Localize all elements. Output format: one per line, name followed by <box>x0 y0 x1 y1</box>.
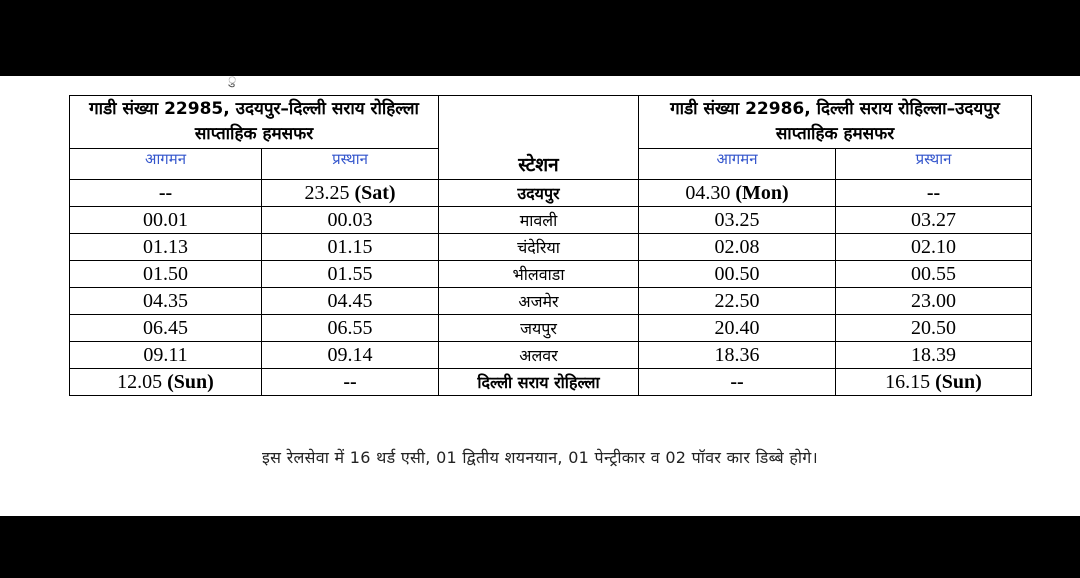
time-value: 12.05 <box>117 370 163 393</box>
time-value: -- <box>926 181 941 204</box>
departure-left-cell <box>262 342 439 369</box>
station-name-cell: अजमेर <box>439 288 639 315</box>
time-value: 02.10 <box>911 235 956 258</box>
departure-right-cell <box>836 207 1032 234</box>
departure-left-cell <box>262 288 439 315</box>
table-row <box>70 342 1032 369</box>
time-value: 06.45 <box>143 316 188 339</box>
departure-left-cell <box>262 315 439 342</box>
departure-right-cell <box>836 261 1032 288</box>
timetable-body <box>70 180 1032 396</box>
departure-right-cell <box>836 369 1032 396</box>
weekday-label: (Sun) <box>935 370 982 393</box>
departure-left-cell <box>262 369 439 396</box>
departure-right-cell <box>836 315 1032 342</box>
time-value: 03.25 <box>714 208 760 231</box>
time-value: 06.55 <box>327 316 373 339</box>
time-value: 18.36 <box>714 343 760 366</box>
time-value: 09.14 <box>327 343 373 366</box>
time-value: -- <box>158 181 173 204</box>
station-name-cell: अलवर <box>439 342 639 369</box>
departure-left-cell <box>262 234 439 261</box>
arrival-left-cell <box>70 234 262 261</box>
departure-left-cell <box>262 261 439 288</box>
time-value: 01.50 <box>143 262 188 285</box>
arrival-left-cell <box>70 369 262 396</box>
time-value: 09.11 <box>143 343 188 366</box>
departure-header-left: प्रस्थान <box>262 149 439 180</box>
station-name-cell: उदयपुर <box>439 180 639 207</box>
arrival-right-cell <box>639 261 836 288</box>
train-22985-title: गाडी संख्या 22985, उदयपुर–दिल्ली सराय रोहिल्ला साप्ताहिक हमसफर <box>70 96 439 149</box>
station-name-cell: मावली <box>439 207 639 234</box>
time-value: 00.50 <box>714 262 760 285</box>
weekday-label: (Sun) <box>167 370 214 393</box>
timetable <box>69 95 1032 396</box>
arrival-right-cell <box>639 369 836 396</box>
cropped-text-fragment: ु <box>228 76 237 88</box>
time-value: 04.30 <box>685 181 731 204</box>
time-value: 23.00 <box>911 289 956 312</box>
station-name-cell: जयपुर <box>439 315 639 342</box>
table-row <box>70 180 1032 207</box>
table-row <box>70 369 1032 396</box>
departure-right-cell <box>836 234 1032 261</box>
time-value: 03.27 <box>911 208 956 231</box>
weekday-label: (Sat) <box>354 181 396 204</box>
time-value: 20.40 <box>714 316 760 339</box>
arrival-right-cell <box>639 234 836 261</box>
arrival-right-cell <box>639 315 836 342</box>
arrival-header-left: आगमन <box>70 149 262 180</box>
arrival-right-cell <box>639 180 836 207</box>
time-value: 01.15 <box>327 235 373 258</box>
table-row <box>70 261 1032 288</box>
time-value: -- <box>343 370 357 393</box>
time-value: 00.03 <box>327 208 373 231</box>
arrival-left-cell <box>70 342 262 369</box>
arrival-left-cell <box>70 180 262 207</box>
time-value: 04.45 <box>327 289 373 312</box>
arrival-left-cell <box>70 315 262 342</box>
time-value: 01.55 <box>327 262 373 285</box>
station-name-cell: चंदेरिया <box>439 234 639 261</box>
weekday-label: (Mon) <box>735 181 789 204</box>
coach-composition-note: इस रेलसेवा में 16 थर्ड एसी, 01 द्वितीय शयनयान, 01 पेन्ट्रीकार व 02 पॉवर कार डिब्बे होगे। <box>262 448 818 467</box>
arrival-left-cell <box>70 288 262 315</box>
time-value: 16.15 <box>885 370 931 393</box>
time-value: 01.13 <box>143 235 188 258</box>
arrival-right-cell <box>639 288 836 315</box>
table-row <box>70 207 1032 234</box>
time-value: 22.50 <box>714 289 760 312</box>
table-row <box>70 288 1032 315</box>
arrival-right-cell <box>639 207 836 234</box>
station-column-header: स्टेशन <box>439 96 639 180</box>
table-row <box>70 234 1032 261</box>
table-row <box>70 315 1032 342</box>
table-header-row <box>70 96 1032 149</box>
time-value: 23.25 <box>304 181 350 204</box>
arrival-header-right: आगमन <box>639 149 836 180</box>
time-value: 02.08 <box>714 235 760 258</box>
time-value: 04.35 <box>143 289 188 312</box>
time-value: 20.50 <box>911 316 956 339</box>
departure-left-cell <box>262 207 439 234</box>
departure-right-cell <box>836 180 1032 207</box>
departure-right-cell <box>836 342 1032 369</box>
arrival-left-cell <box>70 207 262 234</box>
time-value: 18.39 <box>911 343 956 366</box>
train-22986-title: गाडी संख्या 22986, दिल्ली सराय रोहिल्ला–उदयपुर साप्ताहिक हमसफर <box>639 96 1032 149</box>
time-value: -- <box>730 370 744 393</box>
station-name-cell: दिल्ली सराय रोहिल्ला <box>439 369 639 396</box>
departure-header-right: प्रस्थान <box>836 149 1032 180</box>
departure-right-cell <box>836 288 1032 315</box>
arrival-left-cell <box>70 261 262 288</box>
document-page <box>0 76 1080 516</box>
time-value: 00.01 <box>143 208 188 231</box>
departure-left-cell <box>262 180 439 207</box>
arrival-right-cell <box>639 342 836 369</box>
station-name-cell: भीलवाडा <box>439 261 639 288</box>
time-value: 00.55 <box>911 262 956 285</box>
